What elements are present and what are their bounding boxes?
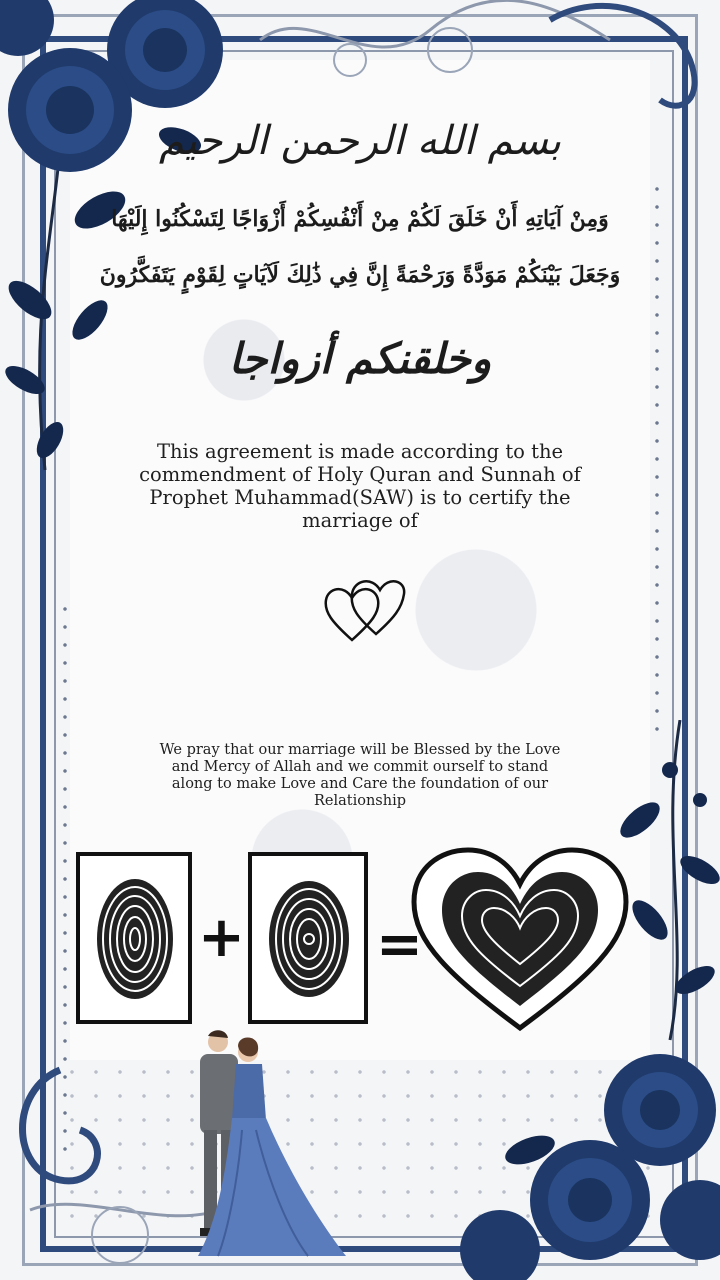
top-swirl-ornament <box>250 0 720 120</box>
agreement-intro-text: This agreement is made according to the commendment of Holy Quran and Sunnah of Prophet Muhammad(SAW) is to certify the marriage of <box>139 440 581 532</box>
arabic-title: وخلقنكم أزواجا <box>228 334 492 383</box>
double-heart-icon <box>322 572 408 644</box>
equals-sign: = <box>376 912 423 977</box>
top-left-rose-cluster <box>0 0 250 480</box>
fingerprint-1-icon <box>94 876 176 1002</box>
quran-verse-line-2: وَجَعَلَ بَيْنَكُمْ مَوَدَّةً وَرَحْمَةً إِنَّ فِي ذَٰلِكَ لَآيَاتٍ لِقَوْمٍ يَتَفَكَّرُونَ <box>99 262 621 288</box>
prayer-text: We pray that our marriage will be Blessed by the Love and Mercy of Allah and we commit ourself to stand along to make Love and Care the foundation of our Relationship <box>159 742 561 809</box>
fingerprint-2-icon <box>266 876 352 1002</box>
couple-illustration <box>178 1030 348 1262</box>
fingerprint-box-2 <box>248 852 368 1024</box>
fingerprint-box-1 <box>76 852 192 1024</box>
bismillah-calligraphy: بسم الله الرحمن الرحيم <box>158 118 562 164</box>
plus-sign: + <box>198 905 245 970</box>
quran-verse-line-1: وَمِنْ آيَاتِهِ أَنْ خَلَقَ لَكُمْ مِنْ أَنْفُسِكُمْ أَزْوَاجًا لِتَسْكُنُوا إِلَيْهَا <box>111 206 609 232</box>
heart-fingerprint-icon <box>410 846 630 1036</box>
